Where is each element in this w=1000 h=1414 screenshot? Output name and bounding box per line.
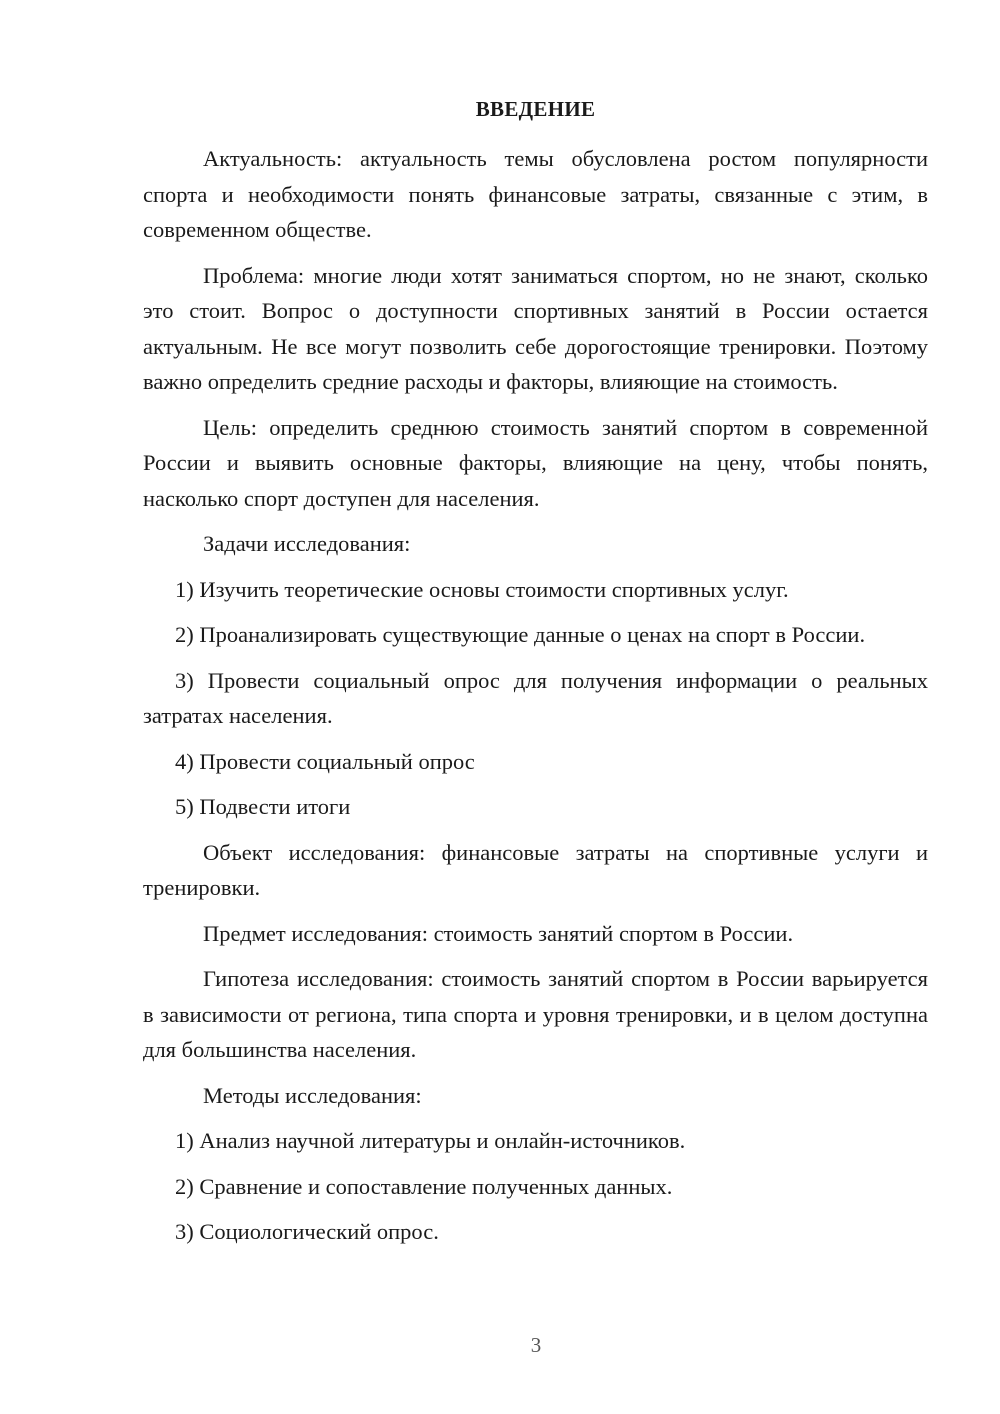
task-item: 3) Провести социальный опрос для получения информации о реальных затратах населения. bbox=[143, 667, 928, 728]
goal-paragraph: Цель: определить среднюю стоимость занятий спортом в современной России и выявить основные факторы, влияющие на цену, чтобы понять, насколько спорт доступен для населения. bbox=[143, 414, 928, 511]
tasks-label: Задачи исследования: bbox=[203, 531, 411, 556]
task-item: 1) Изучить теоретические основы стоимости спортивных услуг. bbox=[175, 576, 789, 602]
task-item: 4) Провести социальный опрос bbox=[175, 748, 475, 774]
task-item: 5) Подвести итоги bbox=[175, 794, 351, 819]
task-item: 2) Проанализировать существующие данные о ценах на спорт в России. bbox=[175, 622, 866, 647]
methods-label: Методы исследования: bbox=[203, 1082, 422, 1108]
page-number: 3 bbox=[530, 1333, 542, 1357]
page-title: ВВЕДЕНИЕ bbox=[475, 97, 596, 121]
relevance-paragraph: Актуальность: актуальность темы обусловлена ростом популярности спорта и необходимости понять финансовые затраты, связанные с этим, в современном обществе. bbox=[143, 146, 928, 242]
problem-paragraph: Проблема: многие люди хотят заниматься спортом, но не знают, сколько это стоит. Вопрос о доступности спортивных занятий в России остается актуальным. Не все могут позволить себе дорогостоящие тренировки. Поэтому важно определить средние расходы и факторы, влияющие на стоимость. bbox=[143, 262, 928, 394]
body-text bbox=[143, 141, 928, 1260]
method-item: 1) Анализ научной литературы и онлайн-источников. bbox=[175, 1128, 686, 1153]
hypothesis-paragraph: Гипотеза исследования: стоимость занятий спортом в России варьируется в зависимости от региона, типа спорта и уровня тренировки, и в целом доступна для большинства населения. bbox=[143, 966, 928, 1062]
method-item: 3) Социологический опрос. bbox=[175, 1219, 439, 1244]
subject-paragraph: Предмет исследования: стоимость занятий спортом в России. bbox=[203, 920, 794, 946]
object-paragraph: Объект исследования: финансовые затраты на спортивные услуги и тренировки. bbox=[143, 839, 928, 900]
method-item: 2) Сравнение и сопоставление полученных данных. bbox=[175, 1173, 673, 1199]
